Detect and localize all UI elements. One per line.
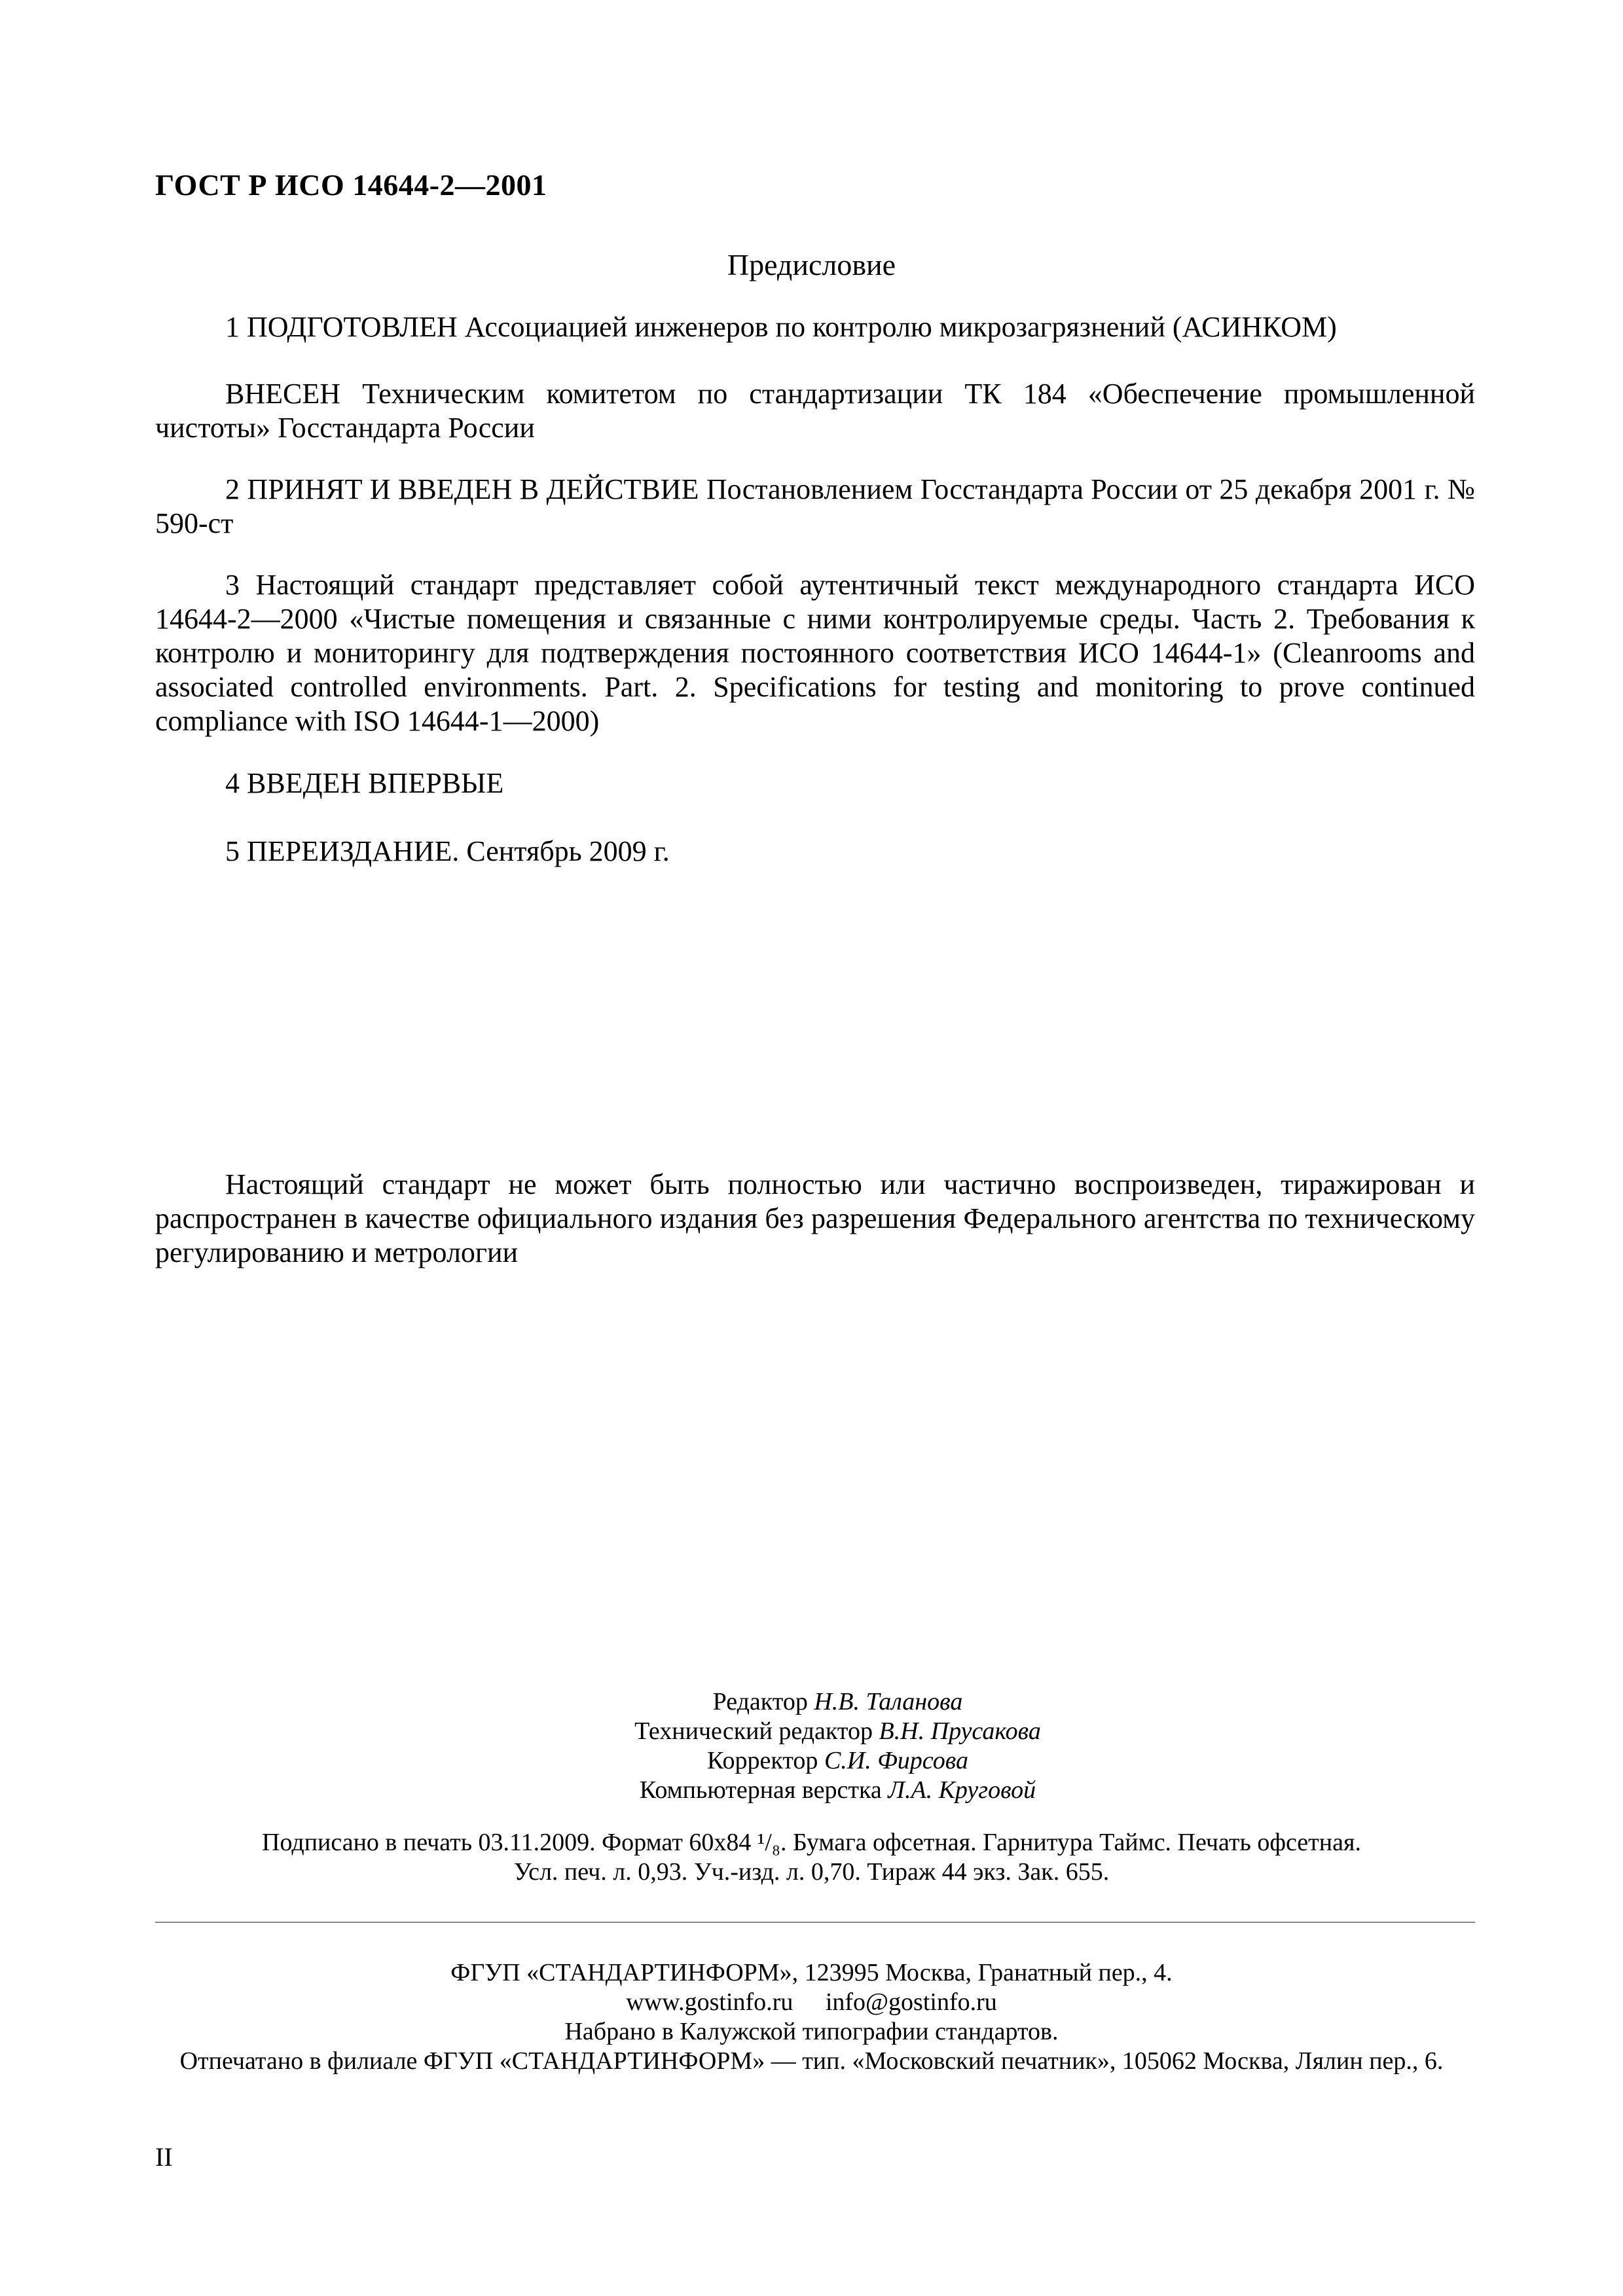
preface-item-2 [155,473,1475,541]
credit-layout-name: Л.А. Круговой [888,1776,1036,1804]
publisher-info [0,1958,1623,2076]
credit-tech-editor [26,1717,1623,1746]
preface-item-3 [155,568,1475,738]
publisher-address: ФГУП «СТАНДАРТИНФОРМ», 123995 Москва, Гранатный пер., 4. [450,1959,1173,1986]
paragraph-first-introduced: 4 ВВЕДЕН ВПЕРВЫЕ [225,767,504,799]
print-info-line-2: Усл. печ. л. 0,93. Уч.-изд. л. 0,70. Тираж 44 экз. Зак. 655. [513,1858,1110,1886]
credit-corrector [26,1746,1623,1776]
credit-tech-editor-name: В.Н. Прусакова [879,1717,1041,1745]
credit-corrector-name: С.И. Фирсова [824,1747,968,1774]
credit-editor-label: Редактор [712,1688,808,1715]
print-info [0,1828,1623,1887]
credit-corrector-label: Корректор [707,1747,818,1774]
copyright-notice: Настоящий стандарт не может быть полностью или частично воспроизведен, тиражирован и распространен в качестве официального издания без разрешения Федерального агентства по техническому регулированию и метрологии [155,1168,1475,1268]
publisher-website-link[interactable]: www.gostinfo.ru [626,1988,793,2016]
publisher-contacts [0,1988,1623,2017]
divider-line [155,1922,1475,1923]
printing-info: Отпечатано в филиале ФГУП «СТАНДАРТИНФОРМ» — тип. «Московский печатник», 105062 Москва, Лялин пер., 6. [179,2047,1444,2075]
paragraph-authentic-text: 3 Настоящий стандарт представляет собой аутентичный текст международного стандарта ИСО 14644-2—2000 «Чистые помещения и связанные с ними контролируемые среды. Часть 2. Требования к контролю и мониторингу для подтверждения постоянного соответствия ИСО 14644-1» (Cleanrooms and associated controlled environments. Part. 2. Specifications for testing and monitoring to prove continued compliance with ISO 14644-1—2000) [155,569,1475,737]
paragraph-introduced-by: ВНЕСЕН Техническим комитетом по стандартизации ТК 184 «Обеспечение промышленной чистоты» Госстандарта России [155,378,1475,444]
preface-item-1 [155,310,1475,344]
preface-item-introduced [155,377,1475,445]
editorial-credits [26,1687,1623,1805]
publisher-email-link[interactable]: info@gostinfo.ru [825,1988,997,2016]
page-number: II [155,2142,173,2172]
credit-editor [26,1687,1623,1717]
credit-editor-name: Н.В. Таланова [814,1688,963,1715]
preface-item-4 [155,766,1475,800]
credit-layout-label: Компьютерная верстка [639,1776,882,1804]
paragraph-prepared-by: 1 ПОДГОТОВЛЕН Ассоциацией инженеров по контролю микрозагрязнений (АСИНКОМ) [225,311,1337,343]
preface-item-5 [155,834,1475,869]
typesetting-info: Набрано в Калужской типографии стандартов. [564,2018,1059,2045]
paragraph-reissue: 5 ПЕРЕИЗДАНИЕ. Сентябрь 2009 г. [225,835,670,867]
preface-title: Предисловие [727,248,896,281]
print-info-line-1: Подписано в печать 03.11.2009. Формат 60х84 ¹/₈. Бумага офсетная. Гарнитура Таймс. Печать офсетная. [262,1829,1361,1856]
credit-tech-editor-label: Технический редактор [634,1717,873,1745]
credit-layout [26,1776,1623,1805]
paragraph-adopted: 2 ПРИНЯТ И ВВЕДЕН В ДЕЙСТВИЕ Постановлением Госстандарта России от 25 декабря 2001 г. № 590-ст [155,473,1475,539]
document-code-header: ГОСТ Р ИСО 14644-2—2001 [155,168,547,202]
copyright-notice-block [155,1168,1475,1270]
